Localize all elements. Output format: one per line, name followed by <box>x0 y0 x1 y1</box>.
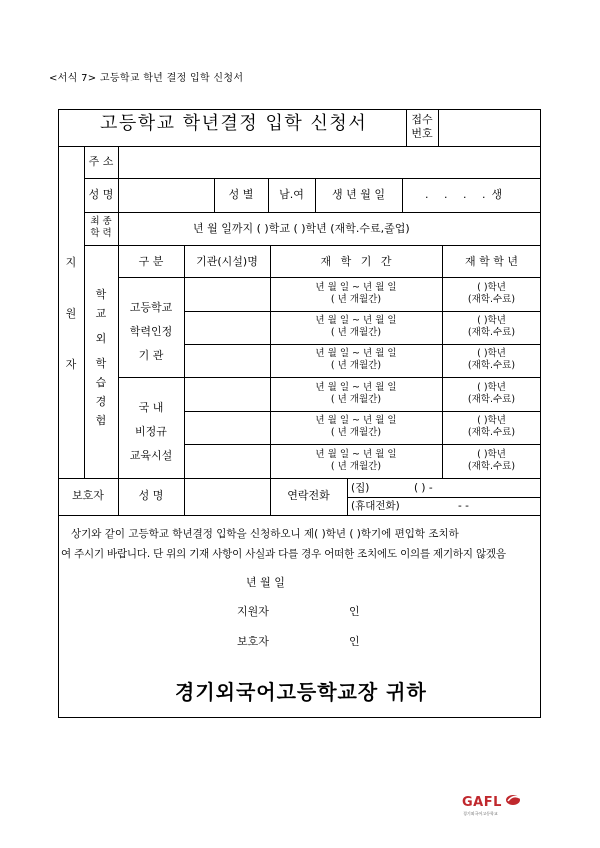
statement-line-2: 여 주시기 바랍니다. 단 위의 기재 사항이 사실과 다를 경우 어떠한 조치에도 이의를 제기하지 않겠음 <box>61 548 506 560</box>
statement-line-1: 상기와 같이 고등학교 학년결정 입학을 신청하오니 제( )학년 ( )학기에 편입학 조치하 <box>71 528 459 540</box>
form-title: 고등학교 학년결정 입학 신청서 <box>100 113 368 134</box>
group-accredited-institution: 고등학교 학력인정 기 관 <box>129 301 173 362</box>
address-label: 주 소 <box>88 155 114 168</box>
period-field[interactable]: 년 월 일 ~ 년 월 일 ( 년 개월간) <box>315 415 397 438</box>
period-field[interactable]: 년 월 일 ~ 년 월 일 ( 년 개월간) <box>315 315 397 338</box>
birth-field[interactable]: . . . .생 <box>425 188 509 201</box>
institution-field[interactable] <box>186 346 268 375</box>
grade-field[interactable]: ( )학년 (재학.수료) <box>467 315 516 338</box>
applicant-sign-label: 지원자 <box>237 605 269 618</box>
group-nonformal-education: 국 내 비정규 교육시설 <box>129 401 173 462</box>
header-period: 재 학 기 간 <box>320 255 392 268</box>
header-grade: 재 학 학 년 <box>465 255 518 268</box>
home-phone-label: (집) <box>351 482 370 494</box>
grade-field[interactable]: ( )학년 (재학.수료) <box>467 282 516 305</box>
period-field[interactable]: 년 월 일 ~ 년 월 일 ( 년 개월간) <box>315 382 397 405</box>
logo-subtext: 경기외국어고등학교 <box>463 811 498 816</box>
institution-field[interactable] <box>186 446 268 476</box>
applicant-label: 지 원 자 <box>65 256 77 371</box>
grade-field[interactable]: ( )학년 (재학.수료) <box>467 348 516 371</box>
institution-field[interactable] <box>186 379 268 409</box>
period-field[interactable]: 년 월 일 ~ 년 월 일 ( 년 개월간) <box>315 348 397 371</box>
home-phone-field[interactable]: ( ) - <box>414 482 433 494</box>
mobile-phone-label: (휴대전화) <box>351 500 400 512</box>
guardian-sign-label: 보호자 <box>237 635 269 648</box>
guardian-phone-label: 연락전화 <box>287 489 330 502</box>
form-label: <서식 7> 고등학교 학년 결정 입학 신청서 <box>49 73 244 84</box>
guardian-name-label: 성 명 <box>138 489 164 502</box>
grade-field[interactable]: ( )학년 (재학.수료) <box>467 415 516 438</box>
gender-field[interactable]: 남.여 <box>279 188 304 201</box>
school-logo <box>460 790 530 830</box>
logo-text: GAFL <box>462 795 502 810</box>
addressee: 경기외국어고등학교장 귀하 <box>175 680 427 704</box>
address-field[interactable] <box>120 148 538 176</box>
guardian-seal[interactable]: 인 <box>349 635 360 648</box>
applicant-seal[interactable]: 인 <box>349 605 360 618</box>
institution-field[interactable] <box>186 279 268 309</box>
final-education-label: 최 종 학 력 <box>90 216 112 239</box>
guardian-name-field[interactable] <box>186 480 268 513</box>
period-field[interactable]: 년 월 일 ~ 년 월 일 ( 년 개월간) <box>315 282 397 305</box>
institution-field[interactable] <box>186 313 268 342</box>
receipt-label: 접수 번호 <box>411 113 433 140</box>
institution-field[interactable] <box>186 413 268 442</box>
grade-field[interactable]: ( )학년 (재학.수료) <box>467 449 516 472</box>
mobile-phone-field[interactable]: - - <box>458 500 469 512</box>
final-education-field[interactable]: 년 월 일까지 ( )학교 ( )학년 (재학.수료,졸업) <box>193 222 410 235</box>
guardian-label: 보호자 <box>72 489 104 502</box>
header-category: 구 분 <box>138 255 164 268</box>
date-field[interactable]: 년 월 일 <box>246 576 285 589</box>
learning-experience-label: 학 교 외 학 습 경 험 <box>95 288 107 427</box>
birth-label: 생 년 월 일 <box>332 188 385 201</box>
name-label: 성 명 <box>88 188 114 201</box>
name-field[interactable] <box>120 180 212 210</box>
gender-label: 성 별 <box>228 188 254 201</box>
header-institution: 기관(시설)명 <box>196 255 258 268</box>
grade-field[interactable]: ( )학년 (재학.수료) <box>467 382 516 405</box>
period-field[interactable]: 년 월 일 ~ 년 월 일 ( 년 개월간) <box>315 449 397 472</box>
